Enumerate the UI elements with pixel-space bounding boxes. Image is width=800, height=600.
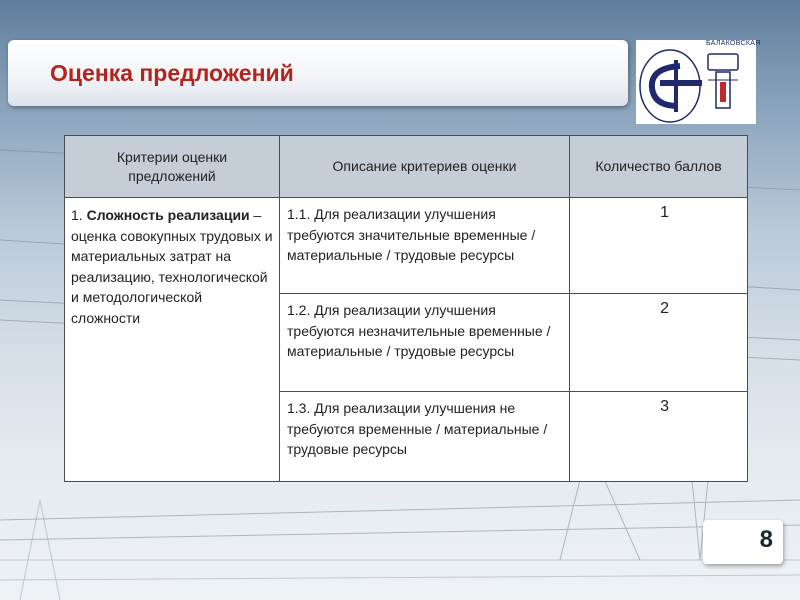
header-description: Описание критериев оценки [280,136,570,198]
criterion-name: Сложность реализации [86,207,250,223]
title-banner [8,40,628,106]
score-cell: 2 [570,294,748,392]
header-score: Количество баллов [570,136,748,198]
criterion-cell [65,198,280,482]
description-cell: 1.2. Для реализации улучшения требуются незначительные временные / материальные / трудовые ресурсы [280,294,570,392]
criteria-table [64,135,748,482]
table-header-row [65,136,748,198]
logo-caption: БАЛАКОВСКАЯ [706,40,761,47]
slide-title: Оценка предложений [50,60,294,86]
description-cell: 1.1. Для реализации улучшения требуются значительные временные / материальные / трудовые ресурсы [280,198,570,294]
score-cell: 1 [570,198,748,294]
description-cell: 1.3. Для реализации улучшения не требуются временные / материальные / трудовые ресурсы [280,392,570,482]
page-number-box [703,520,783,564]
header-criteria: Критерии оценки предложений [65,136,280,198]
page-number: 8 [759,526,773,553]
company-logo [636,40,761,124]
table-row [65,198,748,294]
score-cell: 3 [570,392,748,482]
criterion-number: 1. [71,207,87,223]
logo-icon [636,40,756,124]
criterion-description: – оценка совокупных трудовых и материальных затрат на реализацию, технологической и методологической сложности [71,207,273,326]
